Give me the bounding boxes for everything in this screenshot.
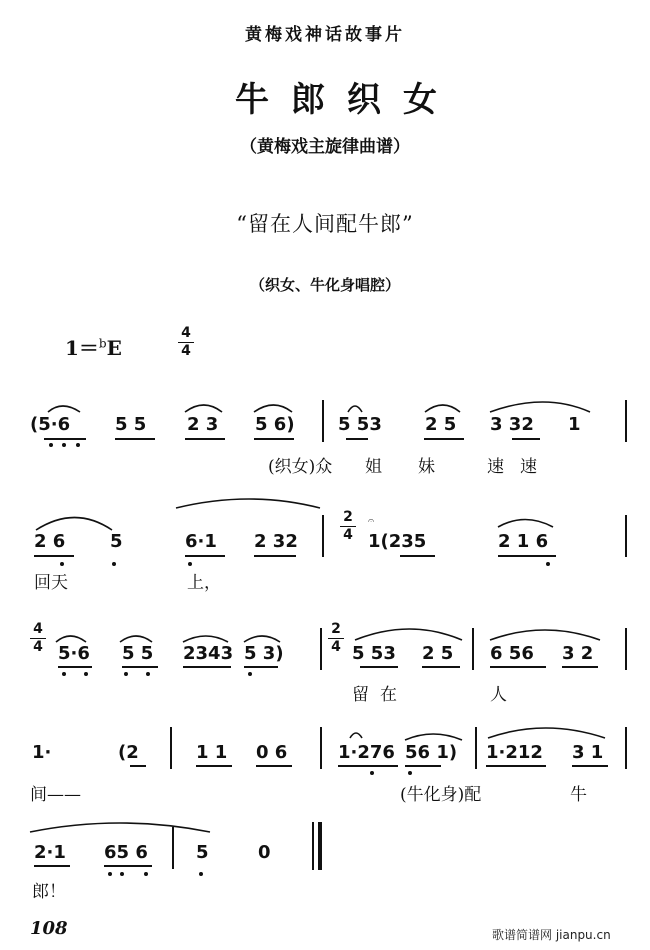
low-octave-dot	[408, 771, 412, 775]
note-group: 1·276	[338, 742, 395, 763]
note-group: 5 5	[122, 643, 154, 664]
underline	[424, 438, 464, 440]
bar-line	[172, 827, 174, 869]
low-octave-dot	[248, 672, 252, 676]
underline	[572, 765, 608, 767]
lyric: 人	[490, 685, 507, 705]
underline	[244, 666, 278, 668]
note-group: 2·1	[34, 842, 66, 863]
slur	[120, 636, 152, 642]
lyric: 速	[487, 457, 504, 477]
note-group: 2 1 6	[498, 531, 549, 552]
underline	[34, 555, 74, 557]
flat-sign: b	[98, 336, 107, 351]
time-sig-denominator: 4	[181, 343, 191, 359]
low-octave-dot	[84, 672, 88, 676]
underline	[34, 865, 70, 867]
low-octave-dot	[546, 562, 550, 566]
bar-line	[472, 628, 474, 670]
bar-line	[320, 628, 322, 670]
underline	[512, 438, 540, 440]
underline	[562, 666, 598, 668]
low-octave-dot	[60, 562, 64, 566]
slur	[405, 734, 462, 740]
page-number: 108	[30, 918, 68, 939]
bar-line	[475, 727, 477, 769]
low-octave-dot	[62, 443, 66, 447]
underline	[498, 555, 556, 557]
note-group: 0	[258, 842, 271, 863]
slur	[185, 405, 222, 412]
tie	[176, 499, 320, 508]
slur	[425, 405, 460, 412]
slur	[350, 733, 362, 738]
note-group: 5 53	[338, 414, 382, 435]
note-group: 2 3	[187, 414, 219, 435]
underline	[104, 865, 152, 867]
slur	[56, 636, 86, 642]
performers-note: （织女、牛化身唱腔）	[249, 276, 400, 294]
score-subtitle: （黄梅戏主旋律曲谱）	[240, 137, 410, 157]
note-group: 5 53	[352, 643, 396, 664]
time-signature-change	[30, 622, 46, 655]
low-octave-dot	[124, 672, 128, 676]
bar-line	[322, 515, 324, 557]
underline	[405, 765, 441, 767]
low-octave-dot	[120, 872, 124, 876]
underline	[422, 666, 460, 668]
slur	[488, 728, 605, 738]
note-group: 56 1)	[405, 742, 458, 763]
note-group: 5·6	[58, 643, 90, 664]
note-group: (2	[118, 742, 139, 763]
underline	[346, 438, 368, 440]
note-group: 5 5	[115, 414, 147, 435]
note-group: 1(235	[368, 531, 427, 552]
slur	[183, 636, 228, 642]
lyric: 速	[520, 457, 537, 477]
slur	[348, 406, 362, 412]
time-sig-denominator: 4	[33, 639, 43, 655]
note-group: 1 1	[196, 742, 228, 763]
slur	[490, 630, 600, 640]
bar-line	[322, 400, 324, 442]
note-group: 6·1	[185, 531, 217, 552]
bar-line	[625, 628, 627, 670]
underline	[256, 765, 292, 767]
note-group: 3 2	[562, 643, 594, 664]
final-bar-line	[318, 822, 322, 870]
time-sig-denominator: 4	[343, 527, 353, 543]
underline	[58, 666, 92, 668]
lyric: 在	[380, 685, 397, 705]
lyric: (牛化身)配	[400, 785, 482, 805]
underline	[338, 765, 398, 767]
slur	[244, 636, 280, 642]
lyric: 上，	[187, 573, 221, 593]
low-octave-dot	[144, 872, 148, 876]
watermark: 歌谱简谱网 jianpu.cn	[492, 928, 611, 942]
underline	[196, 765, 232, 767]
note-group: 6 56	[490, 643, 534, 664]
underline	[122, 666, 158, 668]
time-sig-numerator: 4	[33, 621, 43, 637]
slur	[36, 518, 112, 531]
fermata-icon: 𝄐	[368, 514, 375, 527]
time-sig-numerator: 2	[343, 509, 353, 525]
key-note: E	[106, 336, 122, 360]
underline	[115, 438, 155, 440]
underline	[254, 555, 296, 557]
low-octave-dot	[112, 562, 116, 566]
low-octave-dot	[370, 771, 374, 775]
note-group: 0 6	[256, 742, 288, 763]
note-group: 1·212	[486, 742, 543, 763]
low-octave-dot	[62, 672, 66, 676]
lyric: 牛	[570, 785, 587, 805]
time-sig-numerator: 4	[181, 325, 191, 341]
bar-line	[625, 727, 627, 769]
series-title: 黄梅戏神话故事片	[245, 25, 405, 45]
note-group: 5	[110, 531, 123, 552]
low-octave-dot	[108, 872, 112, 876]
low-octave-dot	[146, 672, 150, 676]
low-octave-dot	[49, 443, 53, 447]
tie	[30, 823, 210, 832]
note-group: 5 3)	[244, 643, 284, 664]
underline	[130, 765, 146, 767]
note-group: 1·	[32, 742, 52, 763]
note-group: 3 32	[490, 414, 534, 435]
note-group: 3 1	[572, 742, 604, 763]
opera-title: 牛郎织女	[235, 80, 459, 120]
underline	[360, 666, 398, 668]
lyric: 姐	[365, 457, 382, 477]
note-group: 5	[196, 842, 209, 863]
time-signature-change	[328, 622, 344, 655]
bar-line	[320, 727, 322, 769]
note-group: (5·6	[30, 414, 71, 435]
slur	[490, 402, 590, 412]
bar-line	[312, 822, 314, 870]
lyric: 郎！	[32, 882, 66, 902]
note-group: 5 6)	[255, 414, 295, 435]
slur	[48, 406, 80, 412]
lyric: 间——	[30, 785, 81, 805]
key-prefix: 1＝	[65, 336, 99, 360]
underline	[44, 438, 86, 440]
underline	[183, 666, 231, 668]
time-sig-denominator: 4	[331, 639, 341, 655]
slur	[355, 629, 462, 640]
song-title: “留在人间配牛郎”	[236, 212, 414, 236]
bar-line	[625, 515, 627, 557]
slur	[254, 405, 292, 412]
key-signature	[65, 332, 122, 361]
time-signature-initial	[178, 326, 194, 359]
note-group: 1	[568, 414, 581, 435]
low-octave-dot	[76, 443, 80, 447]
low-octave-dot	[188, 562, 192, 566]
note-group: 2 5	[422, 643, 454, 664]
lyric: 留	[352, 685, 369, 705]
lyric: 妹	[418, 457, 435, 477]
underline	[254, 438, 294, 440]
underline	[490, 666, 546, 668]
underline	[185, 438, 225, 440]
note-group: 2 32	[254, 531, 298, 552]
bar-line	[170, 727, 172, 769]
bar-line	[625, 400, 627, 442]
time-sig-numerator: 2	[331, 621, 341, 637]
note-group: 65 6	[104, 842, 148, 863]
note-group: 2 6	[34, 531, 66, 552]
slur	[498, 520, 553, 528]
lyric: 回天	[34, 573, 68, 593]
note-group: 2343	[183, 643, 234, 664]
time-signature-change	[340, 510, 356, 543]
note-group: 2 5	[425, 414, 457, 435]
underline	[185, 555, 225, 557]
lyric: (织女)众	[268, 457, 333, 477]
underline	[400, 555, 435, 557]
low-octave-dot	[199, 872, 203, 876]
underline	[486, 765, 546, 767]
